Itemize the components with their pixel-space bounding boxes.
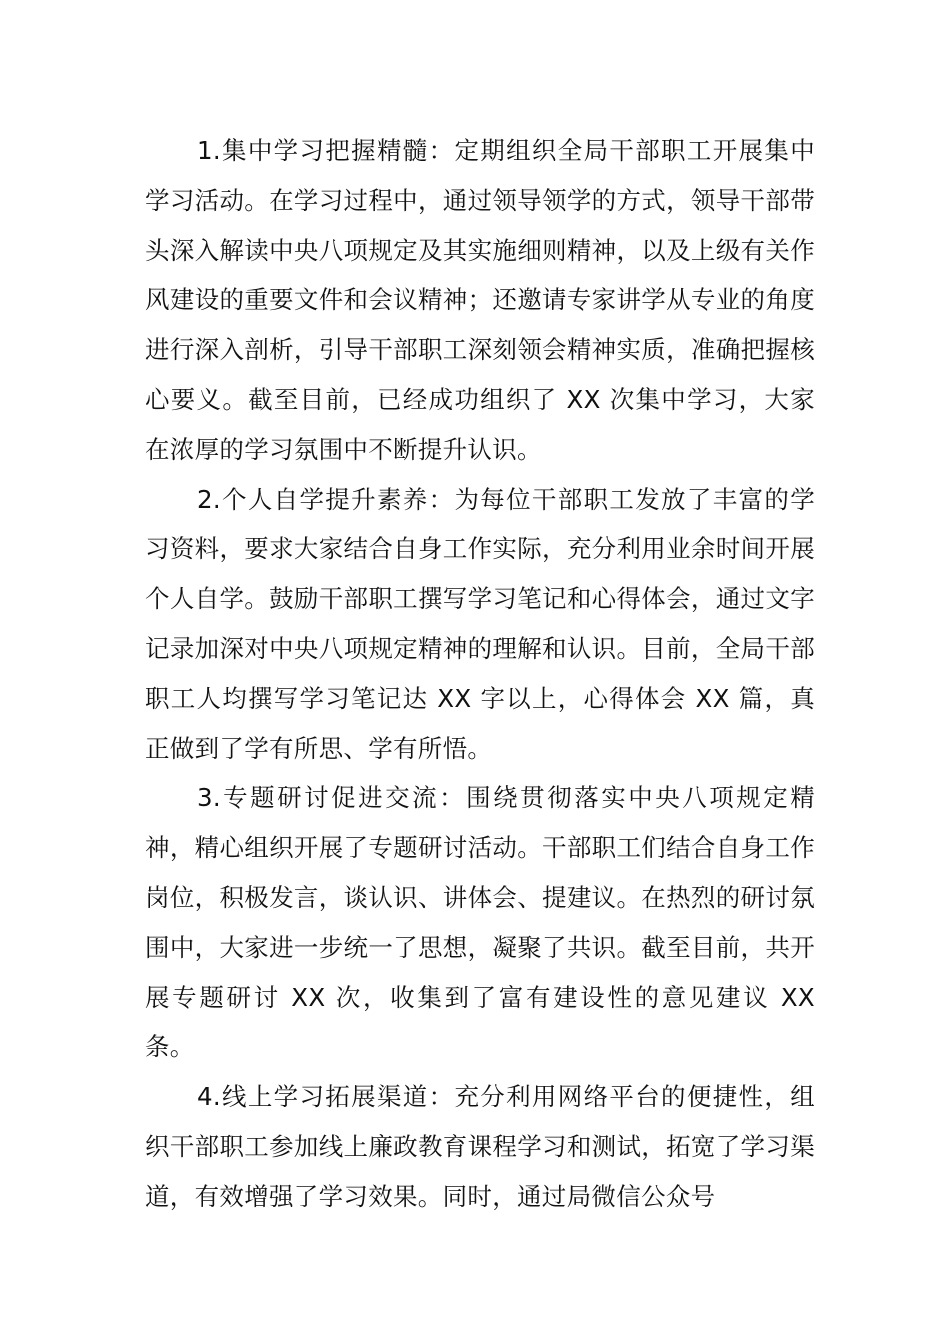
document-body — [145, 126, 815, 1222]
paragraph-online-study: 4.线上学习拓展渠道：充分利用网络平台的便捷性，组织干部职工参加线上廉政教育课程学习和测试，拓宽了学习渠道，有效增强了学习效果。同时，通过局微信公众号 — [145, 1082, 815, 1211]
paragraph-seminar: 3.专题研讨促进交流：围绕贯彻落实中央八项规定精神，精心组织开展了专题研讨活动。干部职工们结合自身工作岗位，积极发言，谈认识、讲体会、提建议。在热烈的研讨氛围中，大家进一步统一了思想，凝聚了共识。截至目前，共开展专题研讨 XX 次，收集到了富有建设性的意见建议 XX 条。 — [145, 783, 815, 1062]
paragraph-self-study: 2.个人自学提升素养：为每位干部职工发放了丰富的学习资料，要求大家结合自身工作实际，充分利用业余时间开展个人自学。鼓励干部职工撰写学习笔记和心得体会，通过文字记录加深对中央八项规定精神的理解和认识。目前，全局干部职工人均撰写学习笔记达 XX 字以上，心得体会 XX 篇，真正做到了学有所思、学有所悟。 — [145, 484, 815, 763]
paragraph-centralized-study: 1.集中学习把握精髓：定期组织全局干部职工开展集中学习活动。在学习过程中，通过领导领学的方式，领导干部带头深入解读中央八项规定及其实施细则精神，以及上级有关作风建设的重要文件和会议精神；还邀请专家讲学从专业的角度进行深入剖析，引导干部职工深刻领会精神实质，准确把握核心要义。截至目前，已经成功组织了 XX 次集中学习，大家在浓厚的学习氛围中不断提升认识。 — [145, 136, 815, 464]
